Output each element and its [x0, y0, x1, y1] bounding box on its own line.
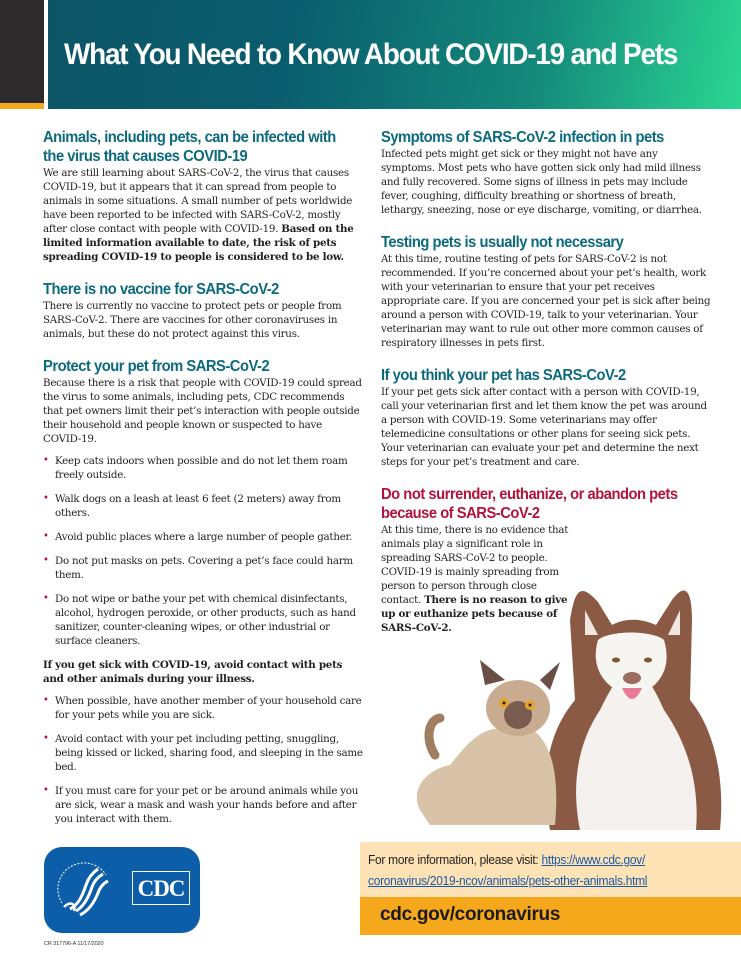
right-column	[381, 128, 711, 651]
left-column	[43, 128, 363, 842]
section-heading: Symptoms of SARS-CoV-2 infection in pets	[381, 129, 664, 146]
info-prefix: For more information, please visit:	[368, 852, 542, 867]
list-item: • Keep cats indoors when possible and do not let them roam freely outside.	[43, 454, 363, 482]
section-heading: Do not surrender, euthanize, or abandon pets because of SARS-CoV-2	[381, 486, 678, 522]
section-body	[43, 166, 363, 264]
page-title: What You Need to Know About COVID-19 and Pets	[64, 38, 678, 71]
section-body: If your pet gets sick after contact with a person with COVID-19, call your veterinarian first and let them know the pet was around a person with COVID-19. Some veterinarians may offer telemedicine consultations or other plans for seeing sick pets. Your veterinarian can evaluate your pet and determine the next steps for your pet’s treatment and care.	[381, 386, 707, 468]
section-heading: Protect your pet from SARS-CoV-2	[43, 358, 270, 375]
hhs-eagle-icon	[50, 855, 116, 925]
section-testing	[381, 233, 711, 350]
info-link-line1[interactable]: https://www.cdc.gov/	[541, 852, 646, 867]
section-animals-infected	[43, 128, 363, 264]
section-heading: Animals, including pets, can be infected with the virus that causes COVID-19	[43, 129, 336, 165]
header-accent-stripe	[0, 103, 44, 109]
header-banner	[48, 0, 741, 109]
cdc-logo-text: CDC	[137, 876, 185, 901]
sick-bullet-list	[43, 694, 363, 826]
list-item: • Walk dogs on a leash at least 6 feet (2 meters) away from others.	[43, 492, 363, 520]
more-info-box	[360, 842, 741, 897]
website-url[interactable]: cdc.gov/coronavirus	[380, 904, 561, 925]
section-heading: There is no vaccine for SARS-CoV-2	[43, 281, 279, 298]
protect-bullet-list	[43, 454, 363, 648]
list-item: • Do not wipe or bathe your pet with chemical disinfectants, alcohol, hydrogen peroxide, or other products, such as hand sanitizer, counter-cleaning wipes, or other industrial or surface cleaners.	[43, 592, 363, 648]
body-text: We are still learning about SARS-CoV-2, the virus that causes COVID-19, but it appears that it can spread from people to animals in some situations. A small number of pets worldwide have been reported to be infected with SARS-CoV-2, mostly after close contact with people with COVID-19.	[43, 167, 353, 235]
section-body: Because there is a risk that people with COVID-19 could spread the virus to some animals, including pets, CDC recommends that pet owners limit their pet’s interaction with people outside their household and people known or suspected to have COVID-19.	[43, 377, 362, 445]
section-body: There is currently no vaccine to protect pets or people from SARS-CoV-2. There are vaccines for other coronaviruses in animals, but these do not protect against this virus.	[43, 300, 342, 340]
sick-subheading: If you get sick with COVID-19, avoid contact with pets and other animals during your illness.	[43, 659, 343, 685]
list-item: • Avoid contact with your pet including petting, snuggling, being kissed or licked, sharing food, and sleeping in the same bed.	[43, 732, 363, 774]
list-item: • Do not put masks on pets. Covering a pet’s face could harm them.	[43, 554, 363, 582]
list-item: • When possible, have another member of your household care for your pets while you are sick.	[43, 694, 363, 722]
section-heading: If you think your pet has SARS-CoV-2	[381, 367, 626, 384]
body-text: At this time, there is no evidence that animals play a significant role in spreading SARS-CoV-2 to people. COVID-19 is mainly spreading from person to person through close contact.	[381, 524, 569, 606]
header-left-dark-bar	[0, 0, 44, 103]
body-bold-text: There is no reason to give up or euthanize pets because of SARS-CoV-2.	[381, 594, 568, 634]
section-body: At this time, routine testing of pets for SARS-CoV-2 is not recommended. If you’re concerned about your pet’s health, work with your veterinarian to ensure that your pet receives appropriate care. If you are concerned your pet is sick after being around a person with COVID-19, talk to your veterinarian. Your veterinarian may want to rule out other more common causes of respiratory illnesses in pets first.	[381, 253, 711, 349]
list-item: • If you must care for your pet or be around animals while you are sick, wear a mask and wash your hands before and after you interact with them.	[43, 784, 363, 826]
section-no-vaccine	[43, 280, 363, 341]
body-bold-text: Based on the limited information available to date, the risk of pets spreading COVID-19 to people is considered to be low.	[43, 223, 354, 263]
hhs-cdc-logo	[44, 847, 200, 933]
section-think-pet-has	[381, 366, 711, 469]
section-heading: Testing pets is usually not necessary	[381, 234, 624, 251]
cat	[417, 660, 560, 825]
document-code: CR 317796-A 11/17/2020	[44, 941, 104, 947]
section-symptoms	[381, 128, 711, 217]
cat-and-dog-image	[400, 580, 730, 830]
website-bar	[360, 897, 741, 935]
section-body: Infected pets might get sick or they might not have any symptoms. Most pets who have gotten sick only had mild illness and fully recovered. Some signs of illness in pets may include fever, coughing, difficulty breathing or shortness of breath, lethargy, sneezing, nose or eye discharge, vomiting, or diarrhea.	[381, 148, 702, 216]
info-link-line2[interactable]: coronavirus/2019-ncov/animals/pets-other-animals.html	[368, 873, 648, 888]
husky-dog	[546, 590, 721, 830]
more-info-text	[368, 849, 708, 891]
list-item: • Avoid public places where a large number of people gather.	[43, 530, 363, 544]
cdc-logo-box	[132, 871, 190, 905]
section-protect-pet	[43, 357, 363, 826]
